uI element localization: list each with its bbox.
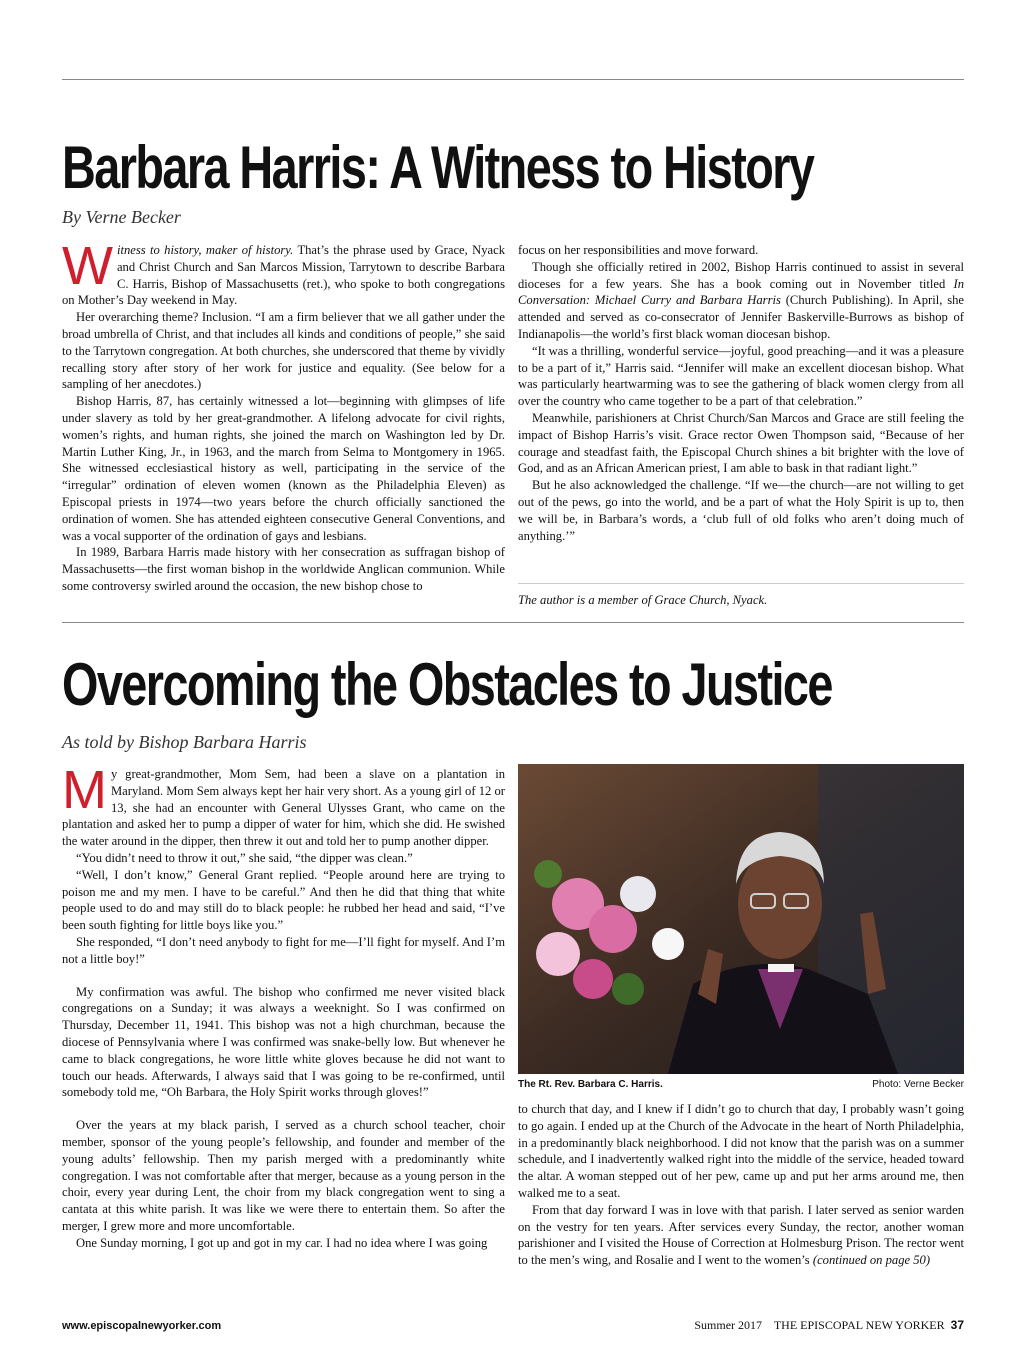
footer-url[interactable]: www.episcopalnewyorker.com [62,1320,222,1332]
paragraph: “You didn’t need to throw it out,” she said, “the dipper was clean.” [76,850,413,865]
footer-page-number: 37 [950,1318,964,1332]
footer-issue: Summer 2017 [694,1318,763,1332]
paragraph: Meanwhile, parishioners at Christ Church/San Marcos and Grace are still feeling the impact of Bishop Harris’s visit. Grace rector Owen Thompson said, “Because of her courage and steadfast faith, the Episcopal Church shines a bit brighter with the love of God, and as an African American priest, I am able to bask in that radiant light.” [518,410,964,476]
paragraph: focus on her responsibilities and move forward. [518,243,759,257]
note-rule [518,583,964,584]
paragraph [518,1202,964,1269]
article2-byline: As told by Bishop Barbara Harris [62,732,307,752]
section-rule [62,622,964,623]
footer-right [694,1318,964,1333]
article2-left-column [62,760,505,1252]
paragraph: Bishop Harris, 87, has certainly witnessed a lot—beginning with glimpses of life under slavery as told by her great-grandmother. A lifelong advocate for civil rights, women’s rights, and human rights, she joined the march on Washington led by Dr. Martin Luther King, Jr., in 1963, and the march from Selma to Montgomery in 1965. She witnessed ecclesiastical history as well, participating in the service of the “irregular” ordination of eleven women (known as the Philadelphia Eleven) as Episcopal priests in 1974—two years before the church officially sanctioned the ordination of women. She has attended eighteen consecutive General Conventions, and was a vocal supporter of the ordination of gays and lesbians. [62,394,505,543]
footer-publication: THE EPISCOPAL NEW YORKER [773,1318,945,1332]
top-rule [62,79,964,80]
article2-title: Overcoming the Obstacles to Justice [62,651,832,718]
paragraph: Over the years at my black parish, I served as a church school teacher, choir member, sponsor of the young people’s fellowship, and founder and member of the young adults’ fellowship. Then my parish merged with a predominantly white congregation. I was not comfortable after that merger, because as a young person in the choir, every year during Lent, the choir from my black congregation went to sing a cantata at this white parish. It was like we were there to entertain them. So after the merger, I grew more and more uncomfortable. [62,1118,505,1233]
continued-note: (continued on page 50) [812,1253,931,1268]
text: From that day forward I was in love with that parish. I later served as senior warden on the vestry for ten years. After services every Sunday, the rector, another woman parishioner and I visited the House of Correction at Holmesburg Prison. The rector went to the men’s wing, and Rosalie and I went to the women’s [518,1202,964,1268]
article1-byline: By Verne Becker [62,207,181,227]
paragraph: She responded, “I don’t need anybody to fight for me—I’ll fight for myself. And I’m not a little boy!” [62,934,505,966]
paragraph: “Well, I don’t know,” General Grant replied. “People around here are trying to poison me and my men. I have to be careful.” And then he did that thing that white people used to do and may still do to black people: he rubbed her head and said, “I’ve been south fighting for little boys like you.” [62,867,505,933]
paragraph: One Sunday morning, I got up and got in my car. I had no idea where I was going [76,1235,488,1250]
article2-lead-paragraph [62,760,505,850]
article1-title: Barbara Harris: A Witness to History [62,134,814,201]
article1-right-column [518,242,964,544]
lead-rest: That’s the phrase used by Grace, Nyack and Christ Church and San Marcos Mission, Tarrytown to describe Barbara C. Harris, Bishop of Massachusetts (ret.), who spoke to both congregations on Mother’s Day weekend in May. [62,243,505,308]
dropcap-m: M [62,760,107,820]
author-note: The author is a member of Grace Church, Nyack. [518,593,768,607]
article2-right-column [518,1101,964,1269]
article1-lead-paragraph [62,236,505,309]
paragraph: to church that day, and I knew if I didn’t go to church that day, I probably wasn’t going to go again. I ended up at the Church of the Advocate in the heart of North Philadelphia, in a predominantly black neighborhood. I did not know that the parish was on a summer schedule, and I inadvertently walked right into the middle of the service, headed toward the altar. A woman stepped out of her pew, came up and put her arms around me, then walked me to a seat. [518,1102,964,1200]
article1-left-column [62,236,505,595]
paragraph: Her overarching theme? Inclusion. “I am a firm believer that we all gather under the broad umbrella of Christ, and that includes all kinds and conditions of people,” she said to the Tarrytown congregation. At both churches, she underscored that theme by vividly recalling story after story of her work for justice and equality. (See below for a sampling of her anecdotes.) [62,310,505,392]
dropcap-w: W [62,236,113,296]
photo-barbara-harris [518,764,964,1074]
photo-caption: The Rt. Rev. Barbara C. Harris. [518,1079,663,1090]
paragraph: But he also acknowledged the challenge. “If we—the church—are not willing to get out of the pews, go into the world, and be a part of what the Holy Spirit is up to, then we will be, in Barbara’s words, a ‘club full of old folks who aren’t doing much of anything.’” [518,478,964,543]
text: (Church Publishing). In April, she attended and served as co-consecrator of Jennifer Baskerville-Burrows as bishop of Indianapolis—the world’s first black woman diocesan bishop. [518,293,964,341]
lead-text: y great-grandmother, Mom Sem, had been a slave on a plantation in Maryland. Mom Sem always kept her hair very short. As a young girl of 12 or 13, she had an encounter with General Ulysses Grant, who came on the plantation and asked her to pump a dipper of water for him, which she did. He swished the water around in the dipper, then threw it out and told her to pump another dipper. [62,767,505,849]
paragraph: My confirmation was awful. The bishop who confirmed me never visited black congregations on a Sunday; it was always a weeknight. So I was confirmed on Thursday, December 11, 1941. This bishop was not a high churchman, because the diocese of Pennsylvania where I was confirmed was snake-belly low. But whenever he came to black congregations, he wore little white gloves because he did not want to touch our heads. Afterwards, I always said that I was going to be re-confirmed, until somebody told me, “Oh Barbara, the Holy Spirit works through gloves!” [62,984,505,1100]
paragraph: In 1989, Barbara Harris made history with her consecration as suffragan bishop of Massachusetts—the first woman bishop in the worldwide Anglican communion. While some controversy swirled around the occasion, the new bishop chose to [62,545,505,593]
photo-illustration [518,764,964,1074]
text: Though she officially retired in 2002, Bishop Harris continued to assist in several dioceses for a few years. She has a book coming out in November titled [518,259,964,291]
lead-italic: itness to history, maker of history. [116,243,294,257]
book-title: In Conversation: Michael Curry and Barbara Harris [518,276,964,308]
paragraph: “It was a thrilling, wonderful service—joyful, good preaching—and it was a pleasure to be a part of it,” Harris said. “Jennifer will make an excellent diocesan bishop. What was particularly heartwarming was to see the gathering of black women clergy from all over the country who came together to be a part of that celebration.” [518,343,964,409]
paragraph [518,259,964,343]
photo-credit: Photo: Verne Becker [872,1079,964,1090]
